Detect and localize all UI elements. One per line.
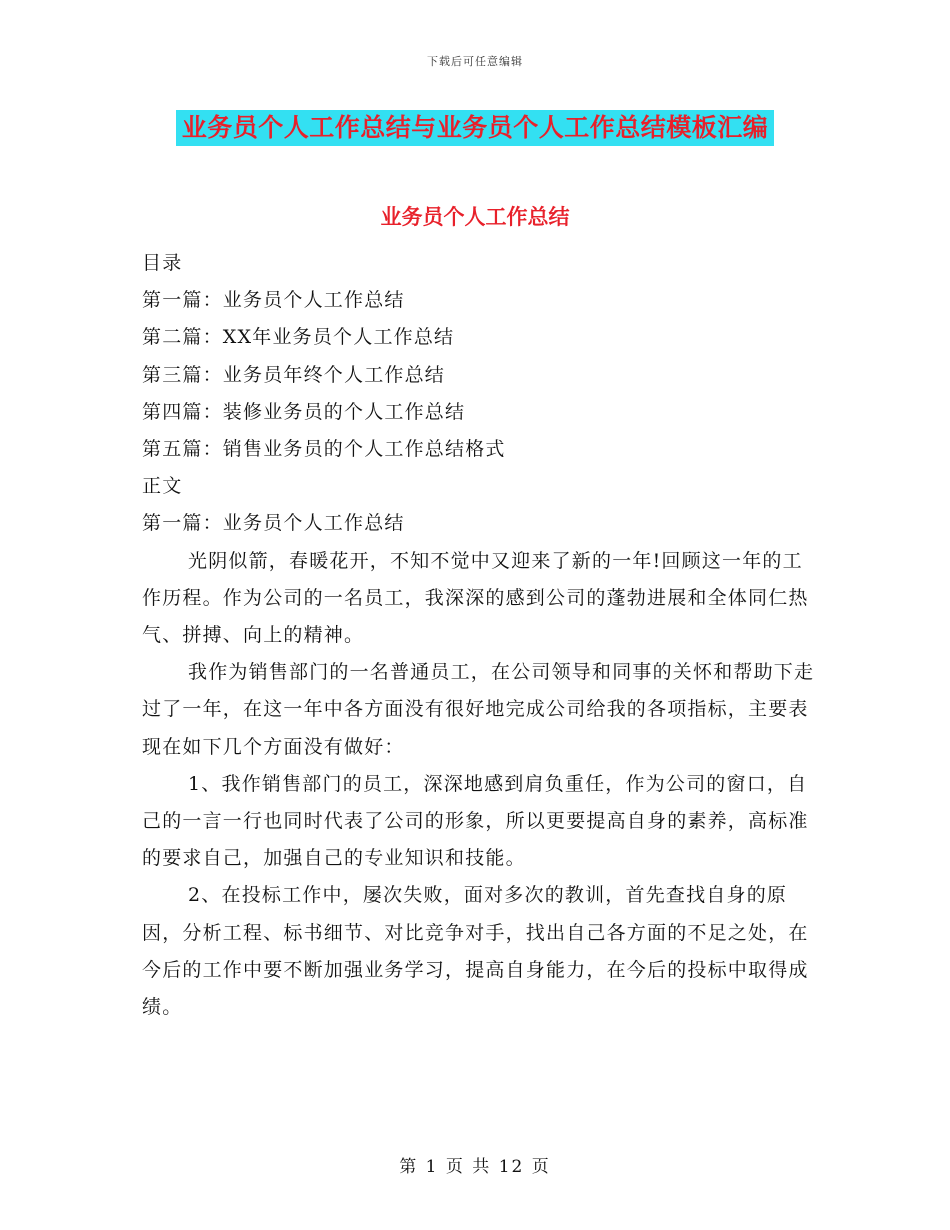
body-paragraph: 光阴似箭，春暖花开，不知不觉中又迎来了新的一年!回顾这一年的工作历程。作为公司的一名员工，我深深的感到公司的蓬勃进展和全体同仁热气、拼搏、向上的精神。 <box>142 549 809 647</box>
document-sub-title: 业务员个人工作总结 <box>380 205 570 229</box>
body-heading: 正文 <box>142 475 183 498</box>
toc-item: 第四篇：装修业务员的个人工作总结 <box>142 400 466 423</box>
toc-item: 第一篇：业务员个人工作总结 <box>142 289 405 312</box>
section-title: 第一篇：业务员个人工作总结 <box>142 512 405 535</box>
toc-item: 第五篇：销售业务员的个人工作总结格式 <box>142 438 506 461</box>
body-paragraph: 2、在投标工作中，屡次失败，面对多次的教训，首先查找自身的原因，分析工程、标书细节、对比竞争对手，找出自己各方面的不足之处，在今后的工作中要不断加强业务学习，提高自身能力，在今后的投标中取得成绩。 <box>142 884 809 1019</box>
page-number-footer: 第 1 页 共 12 页 <box>399 1157 551 1177</box>
main-title-container <box>0 110 950 146</box>
document-main-title: 业务员个人工作总结与业务员个人工作总结模板汇编 <box>176 110 775 146</box>
toc-heading: 目录 <box>142 252 183 274</box>
body-paragraph: 我作为销售部门的一名普通员工，在公司领导和同事的关怀和帮助下走过了一年，在这一年中各方面没有很好地完成公司给我的各项指标，主要表现在如下几个方面没有做好： <box>142 661 815 758</box>
page-header-note: 下载后可任意编辑 <box>427 55 523 68</box>
toc-item: 第三篇：业务员年终个人工作总结 <box>142 363 446 386</box>
document-body <box>142 245 822 1026</box>
body-paragraph: 1、我作销售部门的员工，深深地感到肩负重任，作为公司的窗口，自己的一言一行也同时代表了公司的形象，所以更要提高自身的素养，高标准的要求自己，加强自己的专业知识和技能。 <box>142 772 809 870</box>
toc-item: 第二篇：XX年业务员个人工作总结 <box>142 326 455 349</box>
